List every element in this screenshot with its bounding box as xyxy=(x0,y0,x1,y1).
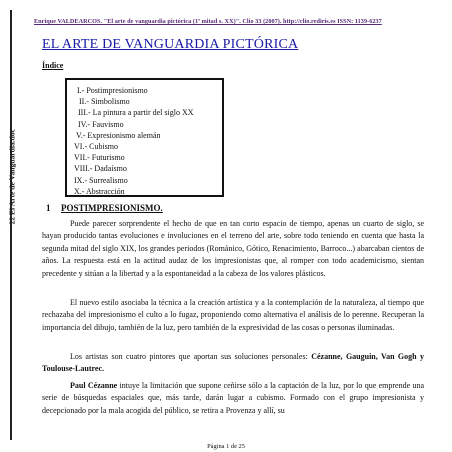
index-item: VII.- Futurismo xyxy=(74,153,125,163)
artist-name: Paul Cézanne xyxy=(70,381,118,390)
body-paragraph xyxy=(42,351,424,376)
index-item: VIII.- Dadaísmo xyxy=(74,164,127,174)
body-paragraph xyxy=(42,380,424,417)
index-heading: Índice xyxy=(42,61,64,70)
index-item: I.- Postimpresionismo xyxy=(77,86,148,95)
index-item: X.- Abstracción xyxy=(74,186,125,196)
section-number: 1 xyxy=(46,203,51,213)
index-item: VI.- Cubismo xyxy=(74,142,118,152)
paragraph-text: intuye la limitación que supone ceñirse sólo a la captación de la luz, por lo que emprende una serie de búsquedas espaciales que, más tarde, darán lugar a cubismo. Formado con el grupo impresionista y decepcionado por la mala acogida del público, se retira a Provenza y allí, su xyxy=(42,381,425,415)
section-heading xyxy=(46,203,163,213)
index-item: V.- Expresionismo alemán xyxy=(76,130,161,140)
artist-names: Cézanne, Gauguin, Van Gogh y Toulouse-Lautrec. xyxy=(42,352,425,374)
body-paragraph: El nuevo estilo asociaba la técnica a la creación artística y a la contemplación de la naturaleza, al tiempo que rechazaba del impresionismo el culto a lo fugaz, proponiendo como alternativa el análisis de lo perenne. Recuperan la importancia del dibujo, también de la luz, pero también de la expresividad de las cosas o personas iluminadas. xyxy=(42,298,424,332)
index-item: II.- Simbolismo xyxy=(79,97,130,107)
body-paragraph: Puede parecer sorprendente el hecho de que en tan corto espacio de tiempo, apenas un cuarto de siglo, se hayan producido tantas evoluciones e involuciones en el terreno del arte, sobre todo teniendo en cuenta que hasta la segunda mitad del siglo XIX, los grandes periodos (Románico, Gótico, Renacimiento, Barroco...) abarcaban cientos de años. La respuesta está en la actitud audaz de los impresionistas que, al romper con todo academicismo, sientan precedente y sitúan a la libertad y a la espontaneidad a la cabeza de los valores plásticos. xyxy=(42,219,424,278)
index-item: IV.- Fauvismo xyxy=(78,119,124,129)
index-item: IX.- Surrealismo xyxy=(74,175,128,185)
paragraph-text: Los artistas son cuatro pintores que aportan sus soluciones personales: xyxy=(70,352,308,361)
document-title: EL ARTE DE VANGUARDIA PICTÓRICA xyxy=(42,37,299,52)
section-title: POSTIMPRESIONISMO. xyxy=(61,203,163,213)
page-footer: Página 1 de 25 xyxy=(207,443,245,450)
index-item: III.- La pintura a partir del siglo XX xyxy=(78,108,194,118)
sidebar-filename xyxy=(0,30,22,230)
sidebar-filename-text: 22 El Arte de Vanguardia.doc xyxy=(7,128,17,225)
index-box xyxy=(65,78,224,197)
running-header[interactable]: Enrique VALDEARCOS. "El arte de vanguardia pictórica (1ª mitad s. XX)". Clío 33 (2007). http://clio.rediris.es ISSN: 1139-6237 xyxy=(34,18,382,25)
